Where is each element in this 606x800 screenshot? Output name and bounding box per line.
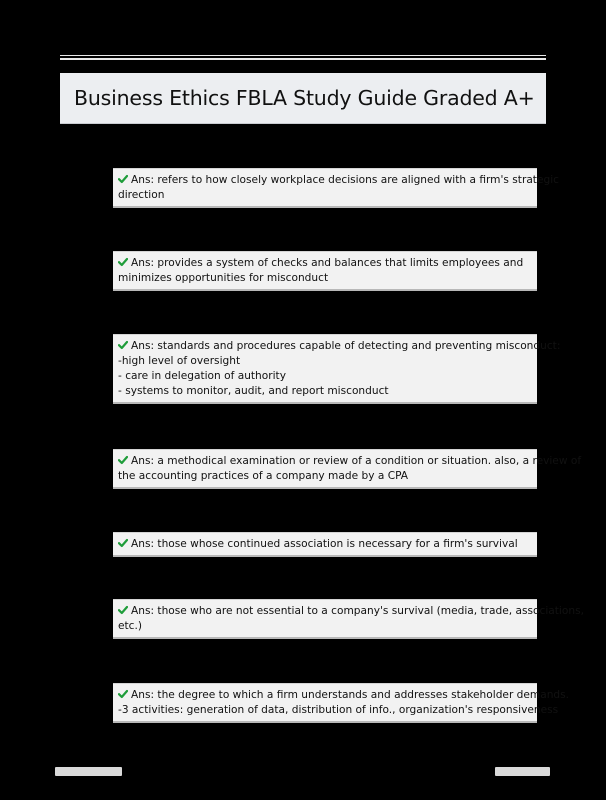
check-icon (118, 340, 128, 350)
answer-text: direction (118, 189, 165, 201)
footer-right-redacted (495, 767, 550, 776)
answer-text: Ans: the degree to which a firm understands and addresses stakeholder demands. (131, 689, 570, 701)
answer-text: - systems to monitor, audit, and report misconduct (118, 385, 389, 397)
top-rule (60, 55, 546, 60)
answer-box-5 (113, 532, 537, 557)
answer-box-6 (113, 599, 584, 639)
answer-text: etc.) (118, 620, 142, 632)
answer-box-4 (113, 449, 582, 489)
document-title: Business Ethics FBLA Study Guide Graded A+ (74, 86, 535, 110)
answer-text: Ans: those who are not essential to a company's survival (media, trade, associations, (131, 605, 584, 617)
answer-text: minimizes opportunities for misconduct (118, 272, 329, 284)
check-icon (118, 455, 128, 465)
check-icon (118, 538, 128, 548)
answer-box-3 (113, 334, 561, 404)
answer-text: Ans: provides a system of checks and balances that limits employees and (131, 257, 524, 269)
answer-box-1 (113, 168, 559, 208)
check-icon (118, 174, 128, 184)
answer-box-7 (113, 683, 570, 723)
answer-text: Ans: refers to how closely workplace decisions are aligned with a firm's strategic (131, 174, 559, 186)
answer-text: Ans: a methodical examination or review of a condition or situation. also, a review of (131, 455, 582, 467)
answer-text: - care in delegation of authority (118, 370, 286, 382)
footer-left-redacted (55, 767, 122, 776)
answer-text: -3 activities: generation of data, distribution of info., organization's responsiveness (118, 704, 559, 716)
title-banner (60, 73, 546, 124)
check-icon (118, 257, 128, 267)
answer-box-2 (113, 251, 537, 291)
answer-text: Ans: standards and procedures capable of detecting and preventing misconduct: (131, 340, 561, 352)
answer-text: Ans: those whose continued association is necessary for a firm's survival (131, 538, 518, 550)
answer-text: -high level of oversight (118, 355, 241, 367)
answer-text: the accounting practices of a company made by a CPA (118, 470, 409, 482)
check-icon (118, 605, 128, 615)
check-icon (118, 689, 128, 699)
